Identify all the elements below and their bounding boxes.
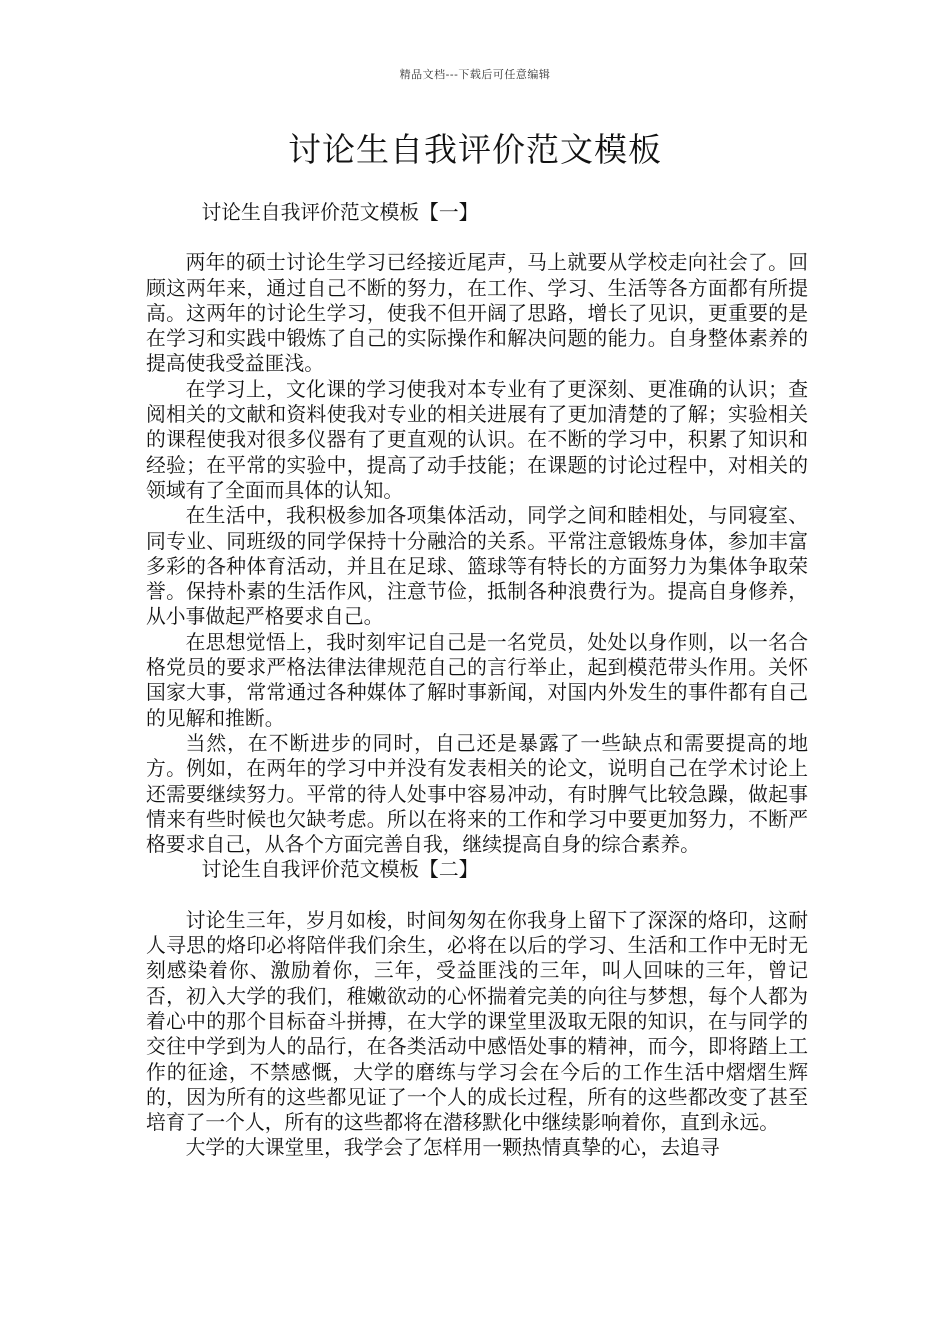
paragraph: 两年的硕士讨论生学习已经接近尾声，马上就要从学校走向社会了。回顾这两年来，通过自己不断的努力，在工作、学习、生活等各方面都有所提高。这两年的讨论生学习，使我不但开阔了思路，增长了见识，更重要的是在学习和实践中锻炼了自己的实际操作和解决问题的能力。自身整体素养的提高使我受益匪浅。 [146, 251, 808, 376]
page-header: 精品文档---下载后可任意编辑 [399, 68, 551, 81]
paragraph: 在学习上，文化课的学习使我对本专业有了更深刻、更准确的认识；查阅相关的文献和资料使我对专业的相关进展有了更加清楚的了解；实验相关的课程使我对很多仪器有了更直观的认识。在不断的学习中，积累了知识和经验；在平常的实验中，提高了动手技能；在课题的讨论过程中，对相关的领域有了全面而具体的认知。 [146, 377, 808, 502]
paragraph: 讨论生三年，岁月如梭，时间匆匆在你我身上留下了深深的烙印，这耐人寻思的烙印必将陪伴我们余生，必将在以后的学习、生活和工作中无时无刻感染着你、激励着你，三年，受益匪浅的三年，叫人回味的三年，曾记否，初入大学的我们，稚嫩欲动的心怀揣着完美的向往与梦想，每个人都为着心中的那个目标奋斗拼搏，在大学的课堂里汲取无限的知识，在与同学的交往中学到为人的品行，在各类活动中感悟处事的精神，而今，即将踏上工作的征途，不禁感慨，大学的磨练与学习会在今后的工作生活中熠熠生辉的，因为所有的这些都见证了一个人的成长过程，所有的这些都改变了甚至培育了一个人，所有的这些都将在潜移默化中继续影响着你，直到永远。 [146, 908, 808, 1135]
paragraph: 在生活中，我积极参加各项集体活动，同学之间和睦相处，与同寝室、同专业、同班级的同学保持十分融洽的关系。平常注意锻炼身体，参加丰富多彩的各种体育活动，并且在足球、篮球等有特长的方面努力为集体争取荣誉。保持朴素的生活作风，注意节俭，抵制各种浪费行为。提高自身修养，从小事做起严格要求自己。 [146, 504, 808, 629]
paragraph: 大学的大课堂里，我学会了怎样用一颗热情真挚的心，去追寻 [185, 1136, 720, 1160]
paragraph: 在思想觉悟上，我时刻牢记自己是一名党员，处处以身作则，以一名合格党员的要求严格法律法律规范自己的言行举止，起到模范带头作用。关怀国家大事，常常通过各种媒体了解时事新闻，对国内外发生的事件都有自己的见解和推断。 [146, 630, 808, 730]
paragraph: 当然，在不断进步的同时，自己还是暴露了一些缺点和需要提高的地方。例如，在两年的学习中并没有发表相关的论文，说明自己在学术讨论上还需要继续努力。平常的待人处事中容易冲动，有时脾气比较急躁，做起事情来有些时候也欠缺考虑。所以在将来的工作和学习中要更加努力，不断严格要求自己，从各个方面完善自我，继续提高自身的综合素养。 [146, 731, 808, 857]
section-heading-2: 讨论生自我评价范文模板【二】 [201, 858, 479, 882]
section-heading-1: 讨论生自我评价范文模板【一】 [201, 201, 479, 224]
document-body [146, 200, 808, 1161]
document-title: 讨论生自我评价范文模板 [288, 130, 662, 169]
